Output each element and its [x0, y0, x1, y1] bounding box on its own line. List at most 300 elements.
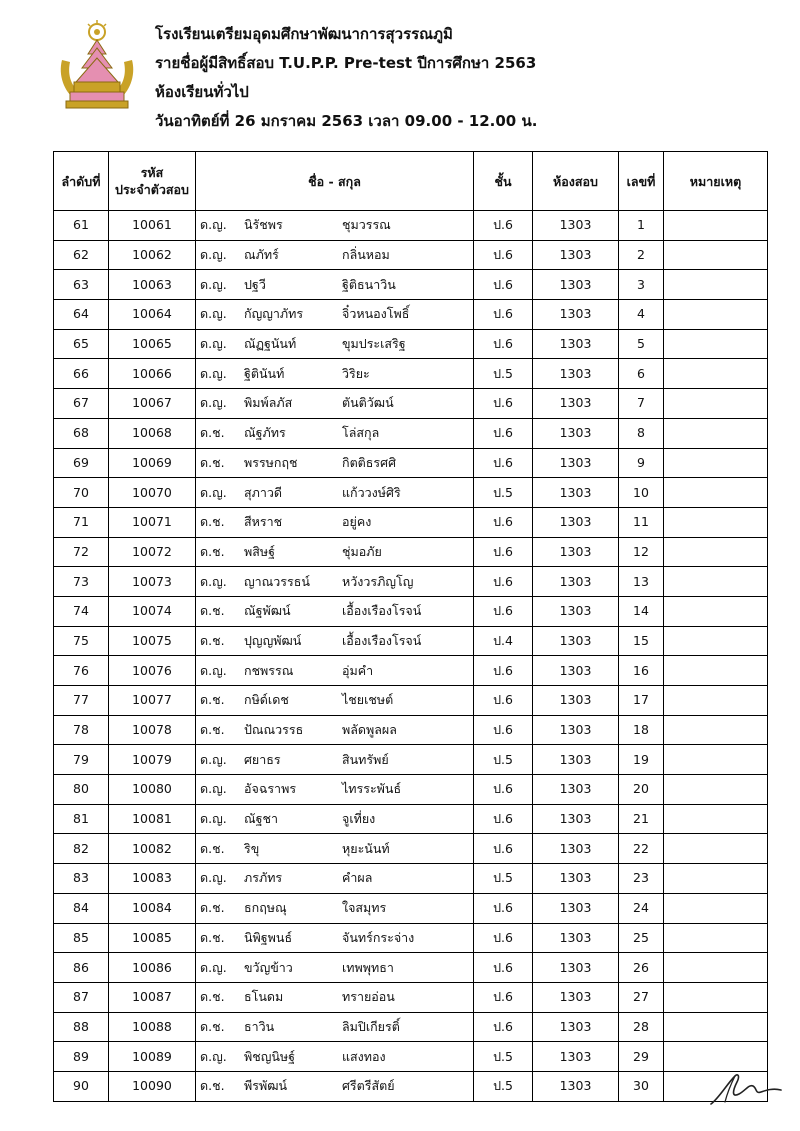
name-first: ขวัญข้าว: [244, 959, 293, 975]
cell-name: [196, 448, 474, 478]
cell-room: 1303: [533, 1012, 619, 1042]
name-first: ธกฤษณุ: [244, 900, 287, 916]
cell-grade: ป.6: [474, 537, 533, 567]
cell-exam-id: 10061: [109, 211, 196, 241]
document-header: [155, 20, 537, 136]
cell-room: 1303: [533, 507, 619, 537]
table-row: [54, 686, 768, 716]
name-last: กลิ่นหอม: [342, 247, 390, 263]
cell-name: [196, 893, 474, 923]
name-title: ด.ญ.: [200, 870, 227, 886]
cell-note: [664, 804, 768, 834]
name-last: อยู่คง: [342, 514, 372, 530]
cell-order: 61: [54, 211, 109, 241]
cell-order: 83: [54, 864, 109, 894]
name-first: ศยาธร: [244, 751, 281, 767]
name-first: พิมพ์ลภัส: [244, 395, 293, 411]
cell-order: 70: [54, 478, 109, 508]
cell-note: [664, 626, 768, 656]
name-title: ด.ญ.: [200, 276, 227, 292]
name-last: ฐิติธนาวิน: [342, 276, 396, 292]
cell-note: [664, 567, 768, 597]
cell-grade: ป.6: [474, 329, 533, 359]
cell-seat: 11: [619, 507, 664, 537]
cell-note: [664, 923, 768, 953]
cell-room: 1303: [533, 329, 619, 359]
name-first: ริขุ: [244, 840, 260, 856]
cell-seat: 23: [619, 864, 664, 894]
name-last: เทพพุทธา: [342, 959, 394, 975]
cell-grade: ป.6: [474, 240, 533, 270]
name-title: ด.ช.: [200, 603, 225, 619]
cell-name: [196, 418, 474, 448]
cell-grade: ป.6: [474, 982, 533, 1012]
cell-seat: 7: [619, 389, 664, 419]
table-row: [54, 834, 768, 864]
name-first: อัจฉราพร: [244, 781, 297, 797]
name-first: ณภัทร์: [244, 247, 279, 263]
list-title: รายชื่อผู้มีสิทธิ์สอบ T.U.P.P. Pre-test ปีการศึกษา 2563: [155, 54, 537, 72]
table-row: [54, 211, 768, 241]
cell-name: [196, 864, 474, 894]
cell-room: 1303: [533, 240, 619, 270]
name-last: ชุ่มอภัย: [342, 543, 382, 559]
name-first: กัญญาภัทร: [244, 306, 304, 322]
cell-name: [196, 804, 474, 834]
cell-grade: ป.5: [474, 1071, 533, 1101]
cell-exam-id: 10066: [109, 359, 196, 389]
cell-exam-id: 10068: [109, 418, 196, 448]
name-last: ตันติวัฒน์: [342, 395, 394, 411]
name-title: ด.ช.: [200, 900, 225, 916]
name-title: ด.ช.: [200, 1078, 225, 1094]
cell-exam-id: 10089: [109, 1042, 196, 1072]
name-first: สีหราช: [244, 514, 283, 530]
name-title: ด.ญ.: [200, 306, 227, 322]
cell-seat: 13: [619, 567, 664, 597]
cell-order: 68: [54, 418, 109, 448]
cell-grade: ป.6: [474, 448, 533, 478]
name-first: กษิด์เดช: [244, 692, 289, 708]
cell-exam-id: 10065: [109, 329, 196, 359]
cell-note: [664, 893, 768, 923]
cell-name: [196, 715, 474, 745]
cell-note: [664, 448, 768, 478]
cell-name: [196, 300, 474, 330]
cell-order: 64: [54, 300, 109, 330]
cell-exam-id: 10084: [109, 893, 196, 923]
cell-order: 78: [54, 715, 109, 745]
cell-seat: 22: [619, 834, 664, 864]
cell-note: [664, 300, 768, 330]
table-row: [54, 567, 768, 597]
cell-room: 1303: [533, 300, 619, 330]
cell-grade: ป.6: [474, 389, 533, 419]
cell-exam-id: 10077: [109, 686, 196, 716]
cell-note: [664, 389, 768, 419]
table-row: [54, 626, 768, 656]
name-last: โล่สกุล: [342, 425, 380, 441]
cell-grade: ป.4: [474, 626, 533, 656]
cell-room: 1303: [533, 864, 619, 894]
name-title: ด.ช.: [200, 840, 225, 856]
table-row: [54, 1042, 768, 1072]
name-title: ด.ช.: [200, 632, 225, 648]
name-last: พลัดพูลผล: [342, 722, 397, 738]
cell-exam-id: 10076: [109, 656, 196, 686]
cell-exam-id: 10072: [109, 537, 196, 567]
name-last: หุยะนันท์: [342, 840, 390, 856]
cell-seat: 2: [619, 240, 664, 270]
cell-exam-id: 10071: [109, 507, 196, 537]
cell-note: [664, 359, 768, 389]
cell-note: [664, 596, 768, 626]
cell-seat: 19: [619, 745, 664, 775]
cell-seat: 4: [619, 300, 664, 330]
name-title: ด.ญ.: [200, 365, 227, 381]
cell-order: 74: [54, 596, 109, 626]
cell-grade: ป.5: [474, 1042, 533, 1072]
cell-grade: ป.5: [474, 864, 533, 894]
col-header-seat: เลขที่: [619, 152, 664, 211]
cell-seat: 12: [619, 537, 664, 567]
cell-room: 1303: [533, 478, 619, 508]
name-title: ด.ช.: [200, 454, 225, 470]
name-first: ณัฐพัฒน์: [244, 603, 291, 619]
name-title: ด.ช.: [200, 1018, 225, 1034]
name-last: ทรายอ่อน: [342, 989, 395, 1005]
cell-name: [196, 359, 474, 389]
cell-room: 1303: [533, 686, 619, 716]
cell-seat: 25: [619, 923, 664, 953]
name-title: ด.ญ.: [200, 751, 227, 767]
cell-note: [664, 478, 768, 508]
name-title: ด.ญ.: [200, 395, 227, 411]
name-first: พรรษกฤช: [244, 454, 298, 470]
name-last: คำผล: [342, 870, 373, 886]
cell-room: 1303: [533, 626, 619, 656]
cell-seat: 18: [619, 715, 664, 745]
cell-name: [196, 775, 474, 805]
cell-room: 1303: [533, 211, 619, 241]
cell-name: [196, 478, 474, 508]
cell-grade: ป.6: [474, 893, 533, 923]
candidate-table: [53, 151, 768, 1102]
table-row: [54, 418, 768, 448]
cell-note: [664, 864, 768, 894]
table-row: [54, 270, 768, 300]
table-header-row: [54, 152, 768, 211]
cell-note: [664, 775, 768, 805]
cell-note: [664, 745, 768, 775]
cell-room: 1303: [533, 596, 619, 626]
cell-note: [664, 1012, 768, 1042]
cell-order: 77: [54, 686, 109, 716]
table-row: [54, 953, 768, 983]
name-title: ด.ช.: [200, 989, 225, 1005]
cell-room: 1303: [533, 1071, 619, 1101]
name-last: แสงทอง: [342, 1048, 386, 1064]
cell-name: [196, 745, 474, 775]
cell-grade: ป.6: [474, 923, 533, 953]
cell-grade: ป.6: [474, 507, 533, 537]
name-last: ลิมปิเกียรติ์: [342, 1018, 400, 1034]
table-row: [54, 864, 768, 894]
name-title: ด.ช.: [200, 692, 225, 708]
name-first: ณัฏฐนันท์: [244, 336, 297, 352]
cell-room: 1303: [533, 656, 619, 686]
table-row: [54, 300, 768, 330]
name-last: อุ่มคำ: [342, 662, 374, 678]
cell-order: 90: [54, 1071, 109, 1101]
cell-room: 1303: [533, 537, 619, 567]
cell-exam-id: 10064: [109, 300, 196, 330]
cell-seat: 27: [619, 982, 664, 1012]
name-last: เอื้องเรืองโรจน์: [342, 632, 422, 648]
name-last: หวังวรภิญโญ: [342, 573, 414, 589]
cell-grade: ป.6: [474, 775, 533, 805]
cell-exam-id: 10083: [109, 864, 196, 894]
cell-note: [664, 537, 768, 567]
name-last: จันทร์กระจ่าง: [342, 929, 415, 945]
cell-room: 1303: [533, 715, 619, 745]
cell-note: [664, 211, 768, 241]
cell-exam-id: 10082: [109, 834, 196, 864]
cell-order: 85: [54, 923, 109, 953]
cell-order: 62: [54, 240, 109, 270]
cell-seat: 21: [619, 804, 664, 834]
cell-order: 84: [54, 893, 109, 923]
cell-grade: ป.5: [474, 359, 533, 389]
cell-note: [664, 715, 768, 745]
cell-room: 1303: [533, 389, 619, 419]
name-first: พีรพัฒน์: [244, 1078, 288, 1094]
cell-name: [196, 923, 474, 953]
cell-grade: ป.5: [474, 478, 533, 508]
cell-note: [664, 834, 768, 864]
cell-name: [196, 240, 474, 270]
cell-name: [196, 507, 474, 537]
cell-order: 67: [54, 389, 109, 419]
cell-order: 75: [54, 626, 109, 656]
cell-seat: 6: [619, 359, 664, 389]
name-last: เอื้องเรืองโรจน์: [342, 603, 422, 619]
table-row: [54, 389, 768, 419]
table-row: [54, 329, 768, 359]
cell-seat: 24: [619, 893, 664, 923]
table-row: [54, 656, 768, 686]
cell-exam-id: 10079: [109, 745, 196, 775]
cell-exam-id: 10075: [109, 626, 196, 656]
name-last: ศรีตรีสัตย์: [342, 1078, 395, 1094]
cell-name: [196, 982, 474, 1012]
cell-seat: 10: [619, 478, 664, 508]
col-header-note: หมายเหตุ: [664, 152, 768, 211]
cell-order: 69: [54, 448, 109, 478]
cell-seat: 1: [619, 211, 664, 241]
cell-exam-id: 10062: [109, 240, 196, 270]
cell-name: [196, 211, 474, 241]
table-row: [54, 507, 768, 537]
name-title: ด.ญ.: [200, 811, 227, 827]
cell-room: 1303: [533, 1042, 619, 1072]
cell-note: [664, 953, 768, 983]
cell-grade: ป.6: [474, 418, 533, 448]
table-row: [54, 893, 768, 923]
cell-order: 73: [54, 567, 109, 597]
cell-seat: 20: [619, 775, 664, 805]
cell-name: [196, 626, 474, 656]
cell-grade: ป.6: [474, 567, 533, 597]
table-body: [54, 211, 768, 1102]
cell-seat: 8: [619, 418, 664, 448]
cell-order: 82: [54, 834, 109, 864]
name-title: ด.ญ.: [200, 781, 227, 797]
name-title: ด.ช.: [200, 514, 225, 530]
cell-note: [664, 270, 768, 300]
cell-seat: 5: [619, 329, 664, 359]
name-first: ปัณณวรรธ: [244, 722, 304, 738]
cell-exam-id: 10067: [109, 389, 196, 419]
cell-grade: ป.6: [474, 715, 533, 745]
name-first: ญาณวรรธน์: [244, 573, 310, 589]
cell-grade: ป.6: [474, 953, 533, 983]
cell-grade: ป.6: [474, 834, 533, 864]
name-first: ภรภัทร: [244, 870, 283, 886]
cell-room: 1303: [533, 982, 619, 1012]
cell-order: 79: [54, 745, 109, 775]
cell-seat: 17: [619, 686, 664, 716]
cell-seat: 30: [619, 1071, 664, 1101]
cell-exam-id: 10090: [109, 1071, 196, 1101]
table-row: [54, 1071, 768, 1101]
table-row: [54, 804, 768, 834]
cell-room: 1303: [533, 834, 619, 864]
name-first: ปุญญพัฒน์: [244, 632, 302, 648]
cell-exam-id: 10069: [109, 448, 196, 478]
name-last: ใจสมุทร: [342, 900, 387, 916]
name-last: จิ๋วหนองโพธิ์: [342, 306, 410, 322]
cell-note: [664, 329, 768, 359]
name-first: ธาวิน: [244, 1018, 275, 1034]
table-row: [54, 923, 768, 953]
cell-name: [196, 567, 474, 597]
cell-order: 89: [54, 1042, 109, 1072]
cell-room: 1303: [533, 359, 619, 389]
name-last: วิริยะ: [342, 365, 370, 381]
cell-name: [196, 1012, 474, 1042]
name-title: ด.ช.: [200, 543, 225, 559]
col-header-exam-id-line2: ประจำตัวสอบ: [115, 182, 189, 197]
cell-exam-id: 10081: [109, 804, 196, 834]
name-last: จูเที่ยง: [342, 811, 376, 827]
cell-order: 76: [54, 656, 109, 686]
cell-exam-id: 10078: [109, 715, 196, 745]
cell-name: [196, 686, 474, 716]
name-title: ด.ญ.: [200, 959, 227, 975]
cell-seat: 3: [619, 270, 664, 300]
name-last: สินทรัพย์: [342, 751, 389, 767]
cell-exam-id: 10080: [109, 775, 196, 805]
name-title: ด.ช.: [200, 722, 225, 738]
cell-exam-id: 10087: [109, 982, 196, 1012]
name-title: ด.ญ.: [200, 484, 227, 500]
name-first: ณัฐภัทร: [244, 425, 286, 441]
table-row: [54, 745, 768, 775]
cell-order: 86: [54, 953, 109, 983]
cell-room: 1303: [533, 893, 619, 923]
name-first: พิชญนิษฐ์: [244, 1048, 296, 1064]
table-row: [54, 775, 768, 805]
name-title: ด.ช.: [200, 929, 225, 945]
cell-name: [196, 656, 474, 686]
name-title: ด.ญ.: [200, 662, 227, 678]
name-last: ไทรระพันธ์: [342, 781, 402, 797]
cell-exam-id: 10073: [109, 567, 196, 597]
cell-seat: 28: [619, 1012, 664, 1042]
cell-seat: 26: [619, 953, 664, 983]
col-header-exam-id: [109, 152, 196, 211]
cell-exam-id: 10070: [109, 478, 196, 508]
cell-grade: ป.6: [474, 300, 533, 330]
cell-exam-id: 10063: [109, 270, 196, 300]
cell-seat: 16: [619, 656, 664, 686]
cell-room: 1303: [533, 448, 619, 478]
cell-room: 1303: [533, 923, 619, 953]
school-name: โรงเรียนเตรียมอุดมศึกษาพัฒนาการสุวรรณภูมิ: [155, 25, 453, 43]
school-emblem-icon: [52, 20, 142, 112]
cell-seat: 29: [619, 1042, 664, 1072]
table-row: [54, 240, 768, 270]
cell-name: [196, 270, 474, 300]
cell-grade: ป.5: [474, 745, 533, 775]
cell-exam-id: 10074: [109, 596, 196, 626]
cell-name: [196, 389, 474, 419]
cell-grade: ป.6: [474, 804, 533, 834]
cell-order: 80: [54, 775, 109, 805]
cell-note: [664, 656, 768, 686]
table-row: [54, 1012, 768, 1042]
name-first: ณัฐชา: [244, 811, 278, 827]
name-title: ด.ญ.: [200, 247, 227, 263]
cell-grade: ป.6: [474, 686, 533, 716]
name-title: ด.ญ.: [200, 573, 227, 589]
cell-room: 1303: [533, 745, 619, 775]
cell-order: 81: [54, 804, 109, 834]
cell-name: [196, 329, 474, 359]
name-first: ธโนดม: [244, 989, 284, 1005]
name-first: ฐิตินันท์: [244, 365, 285, 381]
name-last: ขุมประเสริฐ: [342, 336, 406, 352]
cell-grade: ป.6: [474, 1012, 533, 1042]
table-row: [54, 596, 768, 626]
name-last: ไชยเชษต์: [342, 692, 394, 708]
name-last: แก้ววงษ์ศิริ: [342, 484, 401, 500]
cell-name: [196, 1042, 474, 1072]
cell-note: [664, 686, 768, 716]
name-first: พสิษฐ์: [244, 543, 276, 559]
cell-order: 66: [54, 359, 109, 389]
name-title: ด.ญ.: [200, 1048, 227, 1064]
name-first: กชพรรณ: [244, 662, 294, 678]
cell-room: 1303: [533, 804, 619, 834]
exam-datetime: วันอาทิตย์ที่ 26 มกราคม 2563 เวลา 09.00 - 12.00 น.: [155, 112, 538, 130]
cell-room: 1303: [533, 567, 619, 597]
cell-name: [196, 537, 474, 567]
cell-grade: ป.6: [474, 270, 533, 300]
cell-name: [196, 1071, 474, 1101]
cell-order: 88: [54, 1012, 109, 1042]
